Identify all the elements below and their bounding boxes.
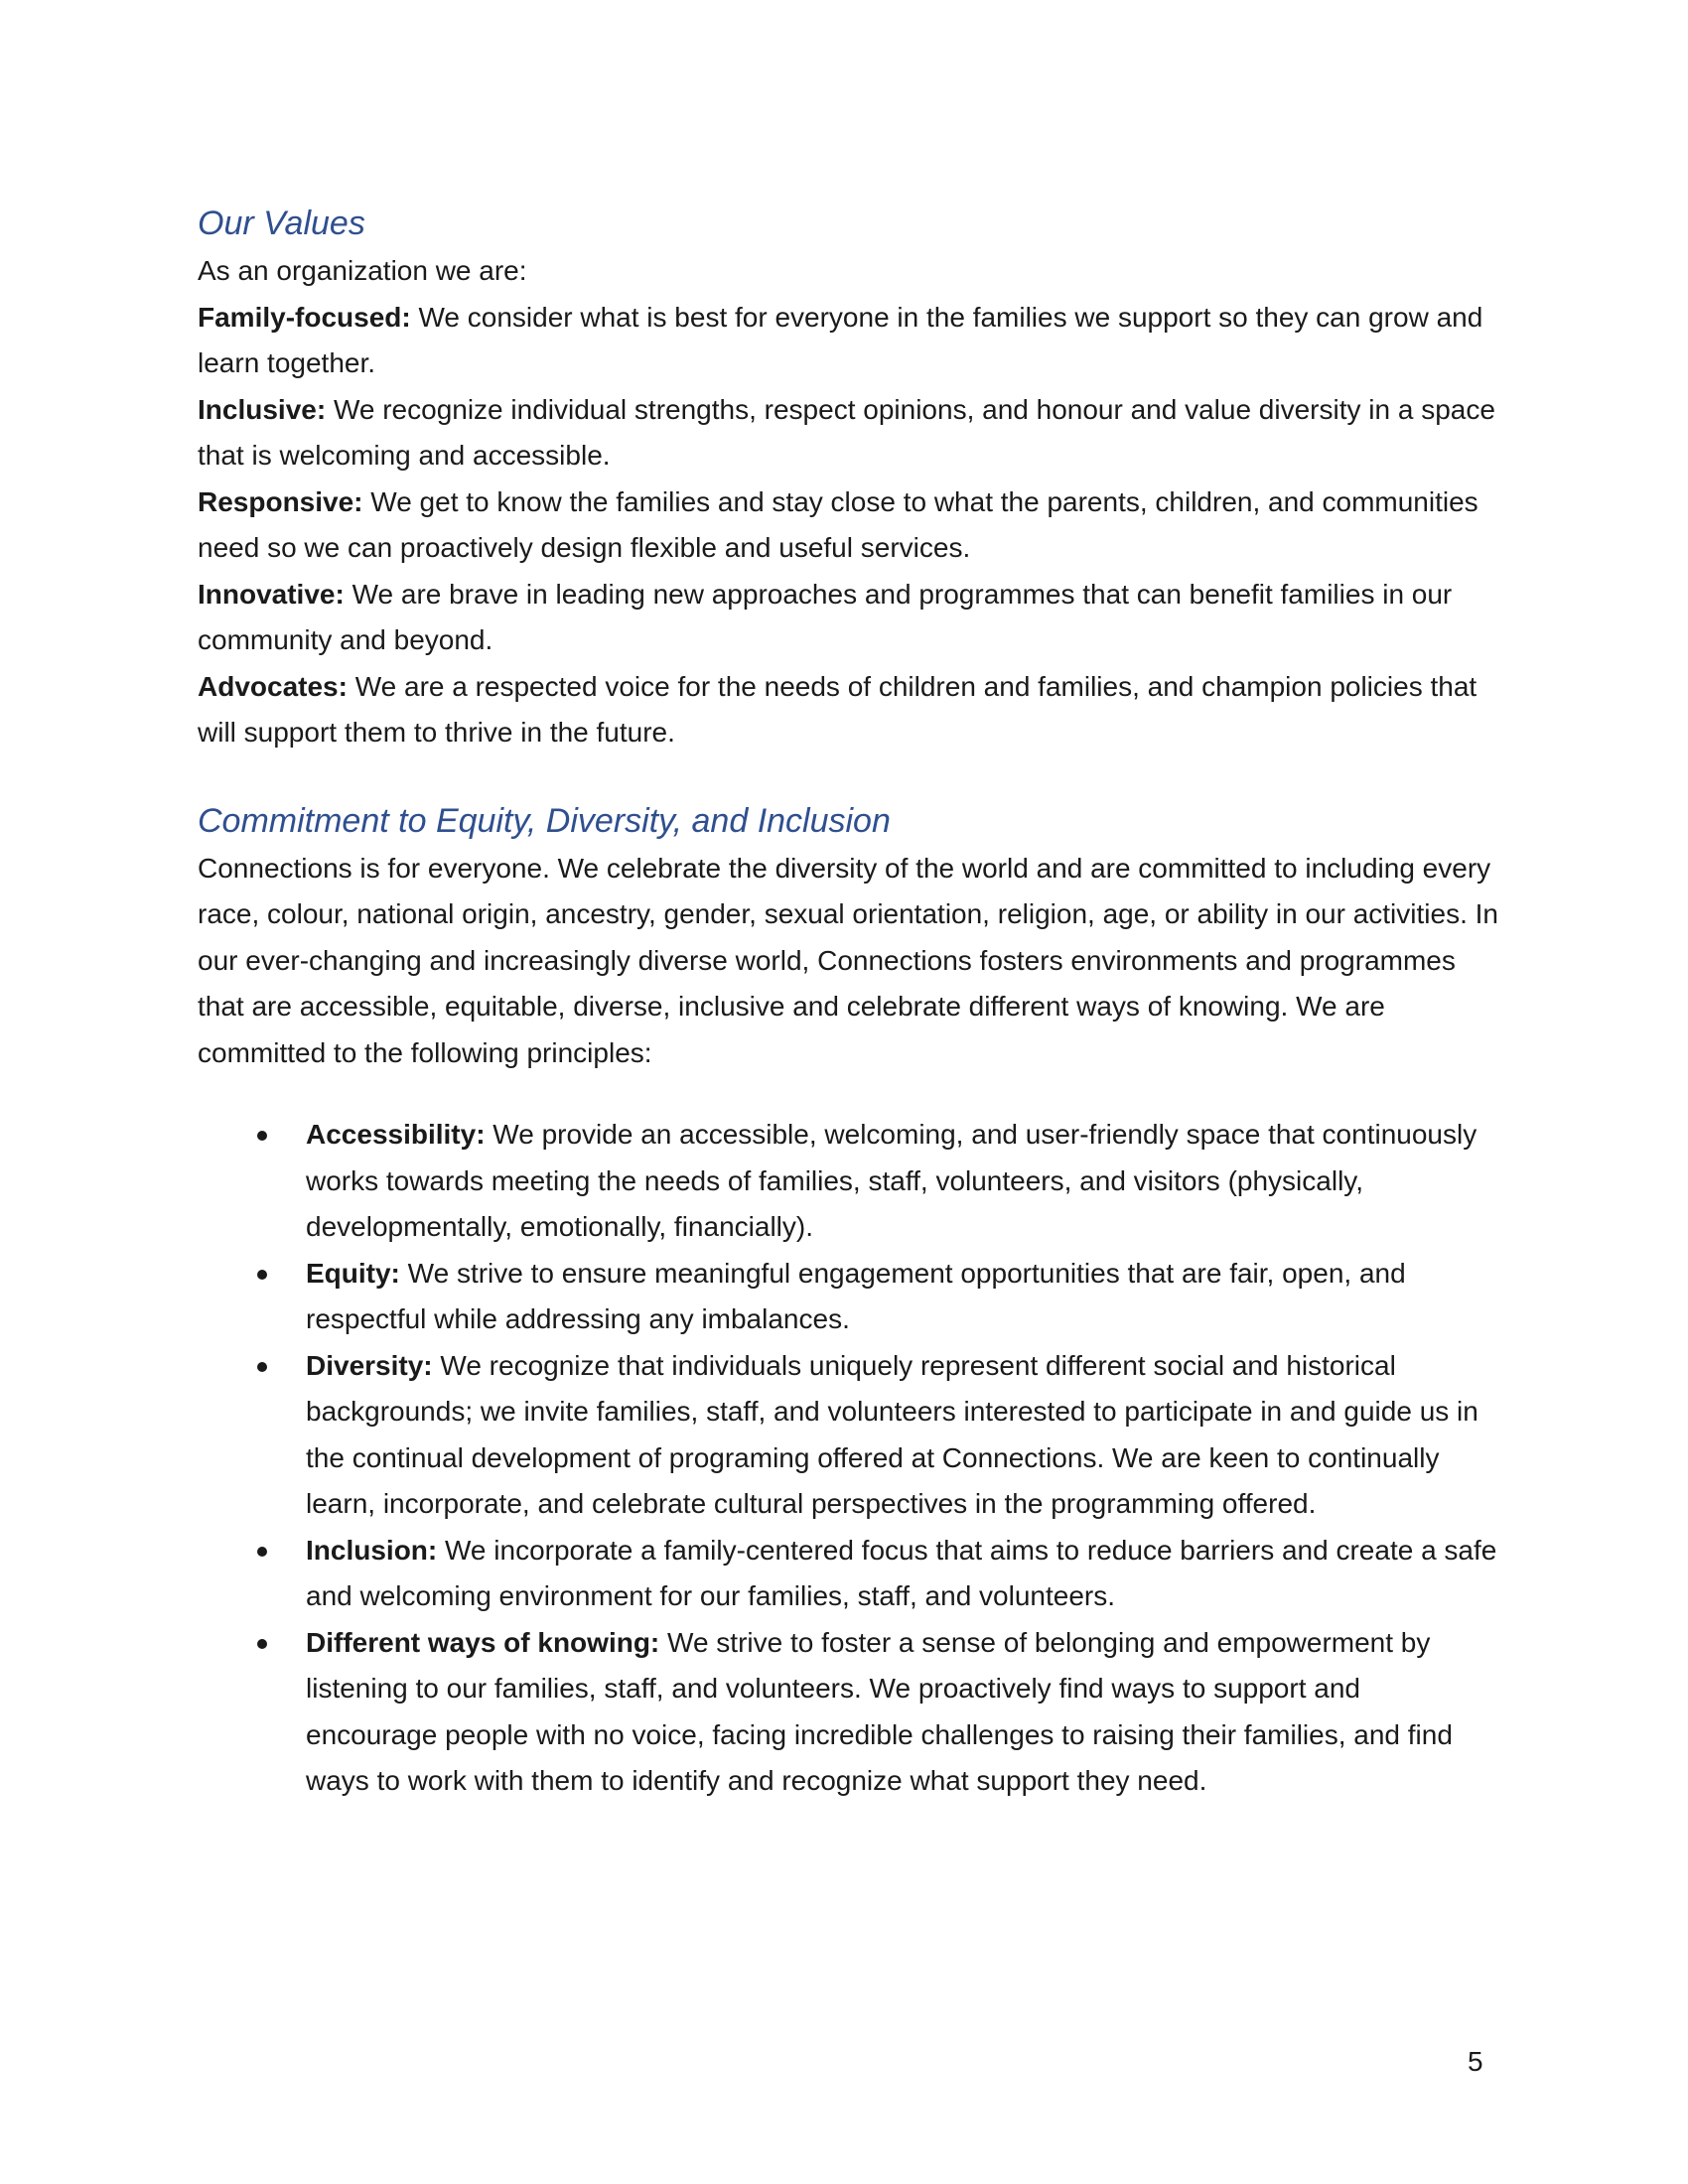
principle-term: Different ways of knowing: [306,1626,660,1658]
bullet-icon [257,1639,267,1649]
value-item [198,664,1498,756]
values-intro: As an organization we are: [198,255,527,286]
bullet-icon [257,1547,267,1557]
commitment-heading: Commitment to Equity, Diversity, and Inclusion [198,801,891,840]
value-term: Responsive: [198,485,363,517]
list-item [198,1112,1498,1251]
value-text: We are a respected voice for the needs of children and families, and champion policies that will support them to thrive in the future. [198,670,1477,748]
commitment-section [198,796,1498,1805]
bullet-icon [257,1131,267,1141]
principle-text: We strive to foster a sense of belonging and empowerment by listening to our families, staff, and volunteers. We proactively find ways to support and encourage people with no voice, facing incredible challenges to raising their families, and find ways to work with them to identify and recognize what support they need. [306,1626,1453,1796]
value-text: We are brave in leading new approaches and programmes that can benefit families in our community and beyond. [198,578,1453,655]
list-item [198,1528,1498,1620]
commitment-intro: Connections is for everyone. We celebrate the diversity of the world and are committed to including every race, colour, national origin, ancestry, gender, sexual orientation, religion, age, or ability in our activities. In our ever-changing and increasingly diverse world, Connections fosters environments and programmes that are accessible, equitable, diverse, inclusive and celebrate different ways of knowing. We are committed to the following principles: [198,852,1498,1068]
value-term: Inclusive: [198,393,327,425]
document-page [198,199,1498,1805]
principle-term: Accessibility: [306,1119,486,1150]
principle-text: We recognize that individuals uniquely represent different social and historical backgrounds; we invite families, staff, and volunteers interested to participate in and guide us in the continual development of programing offered at Connections. We are keen to continually learn, incorporate, and celebrate cultural perspectives in the programming offered. [306,1349,1478,1519]
value-term: Advocates: [198,670,348,702]
value-text: We recognize individual strengths, respect opinions, and honour and value diversity in a space that is welcoming and accessible. [198,393,1495,471]
value-item [198,387,1498,479]
value-item [198,572,1498,664]
principles-list [198,1112,1498,1805]
value-text: We consider what is best for everyone in the families we support so they can grow and learn together. [198,301,1483,378]
value-item [198,295,1498,387]
page-number: 5 [1468,2046,1483,2077]
principle-text: We incorporate a family-centered focus that aims to reduce barriers and create a safe and welcoming environment for our families, staff, and volunteers. [306,1534,1497,1611]
principle-text: We strive to ensure meaningful engagement opportunities that are fair, open, and respectful while addressing any imbalances. [306,1257,1406,1334]
principle-term: Equity: [306,1257,400,1289]
list-item [198,1343,1498,1528]
values-heading: Our Values [198,205,365,242]
value-item [198,479,1498,572]
value-term: Innovative: [198,578,345,610]
list-item [198,1251,1498,1343]
value-term: Family-focused: [198,301,411,333]
principle-text: We provide an accessible, welcoming, and user-friendly space that continuously works towards meeting the needs of families, staff, volunteers, and visitors (physically, developmentally, emotionally, financially). [306,1119,1477,1242]
list-item [198,1620,1498,1805]
value-text: We get to know the families and stay close to what the parents, children, and communities need so we can proactively design flexible and useful services. [198,485,1478,563]
bullet-icon [257,1362,267,1372]
bullet-icon [257,1270,267,1280]
principle-term: Inclusion: [306,1534,438,1566]
principle-term: Diversity: [306,1349,433,1381]
